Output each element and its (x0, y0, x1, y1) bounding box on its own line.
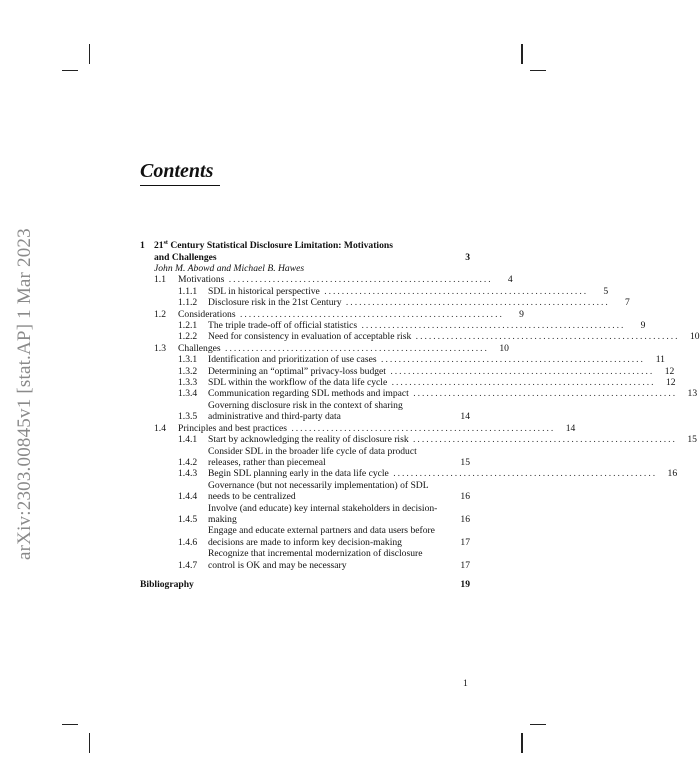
entry-title-text: The triple trade-off of official statistics (208, 320, 358, 332)
entry-title (208, 354, 645, 365)
entry-title-text: Principles and best practices (178, 422, 287, 434)
crop-mark (530, 724, 546, 725)
toc-subsection[interactable] (140, 320, 646, 332)
entry-page: 7 (625, 297, 630, 309)
entry-title-text: Begin SDL planning early in the data life cycle (208, 468, 389, 480)
leader-dots: ............................................................ (235, 308, 504, 320)
entry-number: 1.4.7 (178, 559, 198, 571)
toc-chapter-cont[interactable] (140, 252, 470, 263)
toc-section[interactable] (140, 342, 509, 354)
toc-subsection[interactable] (140, 365, 675, 377)
entry-title (208, 400, 450, 423)
entry-page: 5 (603, 285, 609, 297)
entry-page: 10 (499, 342, 509, 354)
entry-number: 1.3.5 (178, 411, 198, 423)
entry-title-text: Considerations (178, 308, 236, 320)
leader-dots: ............................................................ (376, 354, 645, 366)
leader-dots: ............................................................ (224, 274, 493, 286)
crop-mark (521, 44, 523, 64)
toc-subsection[interactable] (140, 400, 470, 423)
entry-number: 1.3 (154, 342, 166, 354)
table-of-contents (140, 238, 700, 590)
toc-chapter[interactable] (140, 238, 470, 252)
chapter-title-line1: 21st Century Statistical Disclosure Limitation: Motivations (154, 240, 393, 252)
entry-title-text: Determining an “optimal” privacy-loss budget (208, 365, 386, 377)
toc-subsection[interactable] (140, 503, 470, 526)
entry-number: 1.4.4 (178, 491, 198, 503)
entry-title (208, 331, 680, 342)
crop-mark (521, 733, 523, 753)
entry-page: 4 (507, 274, 513, 286)
entry-number: 1.3.4 (178, 388, 198, 400)
entry-page: 15 (460, 456, 470, 468)
entry-title-text: Need for consistency in evaluation of acceptable risk (208, 331, 412, 343)
entry-title (178, 309, 504, 320)
leader-dots: ............................................................ (286, 422, 556, 434)
toc-subsection[interactable] (140, 354, 665, 366)
entry-title (208, 548, 450, 571)
entry-title (208, 525, 450, 548)
page-number: 1 (463, 678, 468, 689)
entry-title-text: Identification and prioritization of use cases (208, 354, 377, 366)
leader-dots: ............................................................ (341, 297, 610, 309)
page-title (140, 160, 220, 186)
entry-title-text: Start by acknowledging the reality of disclosure risk (208, 434, 409, 446)
entry-page: 11 (655, 354, 665, 366)
leader-dots: ............................................................ (357, 320, 626, 332)
entry-title (208, 388, 677, 399)
crop-mark (89, 44, 90, 64)
entry-page: 12 (664, 365, 675, 377)
entry-title (178, 423, 555, 434)
toc-subsection[interactable] (140, 285, 609, 297)
entry-title-text: Disclosure risk in the 21st Century (208, 297, 342, 309)
entry-title-text: Involve (and educate) key internal stakeholders in decision-making (208, 502, 438, 525)
entry-title (178, 343, 489, 354)
entry-title (208, 286, 588, 297)
leader-dots: ............................................................ (408, 388, 678, 400)
entry-page: 16 (460, 513, 470, 525)
toc-subsection[interactable] (140, 525, 470, 548)
leader-dots: ............................................................ (388, 468, 658, 480)
entry-title-text: Challenges (178, 342, 221, 354)
entry-number: 1.4.5 (178, 513, 198, 525)
entry-number: 1.1 (154, 274, 166, 286)
entry-page: 9 (640, 320, 646, 332)
entry-title-text: Consider SDL in the broader life cycle of data product releases, rather than piecemeal (208, 445, 417, 468)
toc-section[interactable] (140, 274, 513, 286)
entry-number: 1.4.1 (178, 434, 198, 446)
entry-title (178, 274, 493, 285)
entry-number: 1.1.2 (178, 297, 198, 309)
entry-page: 17 (460, 536, 470, 548)
entry-title-text: Recognize that incremental modernization of disclosure control is OK and may be necessary (208, 548, 423, 571)
leader-dots: ............................................................ (319, 285, 589, 297)
leader-dots: ............................................................ (220, 342, 489, 354)
entry-number: 1.4 (154, 422, 166, 434)
crop-mark (62, 724, 78, 725)
toc-subsection[interactable] (140, 331, 700, 343)
toc-sections (140, 274, 700, 571)
entry-title (208, 320, 625, 331)
toc-subsection[interactable] (140, 297, 630, 309)
chapter-page: 3 (465, 251, 470, 263)
entry-page: 13 (687, 388, 698, 400)
entry-title-text: Governance (but not necessarily implementation) of SDL needs to be centralized (208, 479, 429, 503)
entry-page: 15 (687, 434, 697, 446)
crop-mark (62, 70, 78, 71)
entry-number: 1.3.3 (178, 377, 198, 389)
entry-number: 1.4.2 (178, 456, 198, 468)
entry-title (208, 446, 450, 469)
entry-number: 1.2.1 (178, 320, 198, 332)
entry-number: 1.2.2 (178, 331, 198, 343)
entry-title (208, 503, 450, 526)
toc-subsection[interactable] (140, 434, 697, 446)
entry-title (208, 377, 656, 388)
entry-title (208, 366, 654, 377)
entry-title-text: Communication regarding SDL methods and impact (208, 388, 409, 400)
entry-page: 9 (519, 308, 524, 320)
chapter-number: 1 (140, 240, 145, 252)
toc-subsection[interactable] (140, 446, 470, 469)
leader-dots: ............................................................ (385, 365, 655, 377)
entry-number: 1.4.3 (178, 468, 198, 480)
toc-subsection[interactable] (140, 480, 470, 503)
entry-title-text: Engage and educate external partners and data users before decisions are made to inform key decision-making (208, 525, 435, 548)
chapter-authors: John M. Abowd and Michael B. Hawes (154, 263, 305, 274)
entry-page: 16 (460, 491, 470, 503)
bibliography-title: Bibliography (140, 578, 194, 590)
leader-dots: ............................................................ (387, 377, 656, 389)
toc-subsection[interactable] (140, 548, 470, 571)
chapter-title-line2: and Challenges (154, 251, 217, 263)
toc-subsection[interactable] (140, 377, 676, 389)
toc-section[interactable] (140, 308, 524, 320)
entry-title-text: Motivations (178, 274, 225, 286)
entry-number: 1.3.2 (178, 365, 198, 377)
entry-page: 12 (665, 377, 676, 389)
entry-page: 16 (667, 468, 678, 480)
toc-bibliography[interactable] (140, 579, 470, 590)
contents-heading: Contents (140, 160, 214, 182)
entry-title (208, 297, 610, 308)
entry-title-text: SDL in historical perspective (208, 285, 320, 297)
entry-title-text: SDL within the workflow of the data life cycle (208, 377, 388, 389)
entry-page: 14 (460, 411, 470, 423)
entry-number: 1.4.6 (178, 536, 198, 548)
entry-number: 1.2 (154, 308, 166, 320)
toc-subsection[interactable] (140, 388, 698, 400)
leader-dots: ............................................................ (411, 331, 680, 343)
entry-title (208, 480, 450, 503)
toc-subsection[interactable] (140, 468, 678, 480)
entry-page: 17 (460, 559, 470, 571)
entry-title (208, 434, 677, 445)
entry-page: 14 (565, 422, 576, 434)
entry-number: 1.3.1 (178, 354, 198, 366)
toc-section[interactable] (140, 422, 576, 434)
bibliography-page: 19 (460, 578, 470, 590)
crop-mark (530, 70, 546, 71)
entry-title (208, 468, 657, 479)
entry-page: 10 (689, 331, 700, 343)
arxiv-identifier: arXiv:2303.00845v1 [stat.AP] 1 Mar 2023 (14, 228, 35, 560)
entry-title-text: Governing disclosure risk in the context of sharing administrative and third-party data (208, 399, 403, 423)
entry-number: 1.1.1 (178, 285, 198, 297)
crop-mark (89, 733, 90, 753)
leader-dots: ............................................................ (408, 434, 677, 446)
